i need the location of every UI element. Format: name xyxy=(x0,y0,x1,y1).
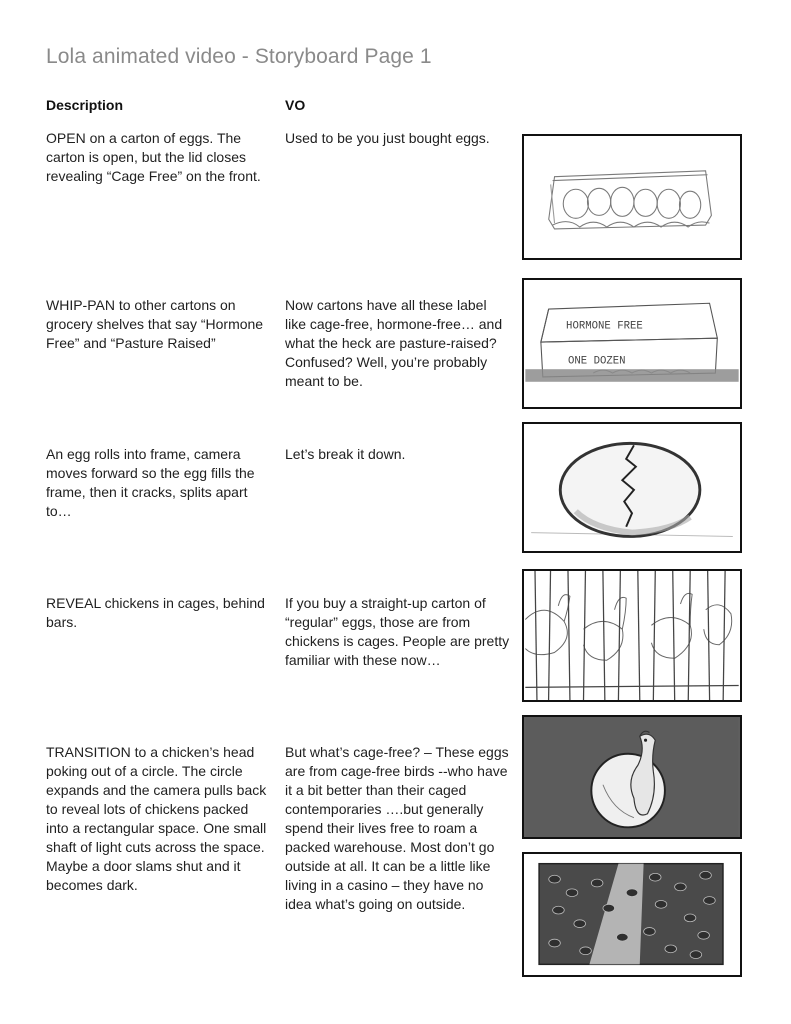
carton-label-top: HORMONE FREE xyxy=(566,320,643,333)
storyboard-frame-5-chicken-in-circle xyxy=(522,715,742,839)
row-1-description: OPEN on a carton of eggs. The carton is open, but the lid closes revealing “Cage Free” on the front. xyxy=(46,130,261,184)
row-2-vo: Now cartons have all these label like cage-free, hormone-free… and what the heck are pasture-raised? Confused? Well, you’re probably meant to be. xyxy=(285,297,503,389)
row-5-description: TRANSITION to a chicken’s head poking out of a circle. The circle expands and the camera pulls back to reveal lots of chickens packed into a rectangular space. One small shaft of light cuts across the space. Maybe a door slams shut and it becomes dark. xyxy=(46,744,267,893)
row-5-vo: But what’s cage-free? – These eggs are from cage-free birds --who have it a bit better than their caged contemporaries ….but generally spend their lives free to roam a packed warehouse. Most don’t go outside at all. It can be a little like living in a casino – they have no idea what’s going on outside. xyxy=(285,744,509,912)
storyboard-frame-3-cracking-egg xyxy=(522,422,742,553)
row-3-vo: Let’s break it down. xyxy=(285,446,406,462)
storyboard-frame-1-egg-carton xyxy=(522,134,742,260)
carton-label-bottom: ONE DOZEN xyxy=(568,355,626,368)
labeled-carton-sketch xyxy=(524,280,740,407)
page-title: Lola animated video - Storyboard Page 1 xyxy=(46,45,432,68)
row-2-description: WHIP-PAN to other cartons on grocery shelves that say “Hormone Free” and “Pasture Raised” xyxy=(46,297,264,351)
row-1-vo: Used to be you just bought eggs. xyxy=(285,130,490,146)
row-4-vo: If you buy a straight-up carton of “regular” eggs, those are from chickens is cages. People are pretty familiar with these now… xyxy=(285,595,510,668)
row-4-description: REVEAL chickens in cages, behind bars. xyxy=(46,595,265,630)
storyboard-frame-6-crowded-warehouse xyxy=(522,852,742,977)
caged-chickens-sketch xyxy=(524,571,740,700)
vo-column-header: VO xyxy=(285,97,306,113)
cracking-egg-sketch xyxy=(524,424,740,551)
warehouse-chickens-sketch xyxy=(524,854,740,975)
storyboard-frame-4-caged-chickens xyxy=(522,569,742,702)
egg-carton-sketch xyxy=(524,136,740,258)
chicken-circle-sketch xyxy=(524,717,740,837)
row-3-description: An egg rolls into frame, camera moves forward so the egg fills the frame, then it cracks, splits apart to… xyxy=(46,446,255,519)
storyboard-frame-2-hormone-free-carton xyxy=(522,278,742,409)
grocery-shelf xyxy=(525,369,738,382)
description-column-header: Description xyxy=(46,97,124,113)
